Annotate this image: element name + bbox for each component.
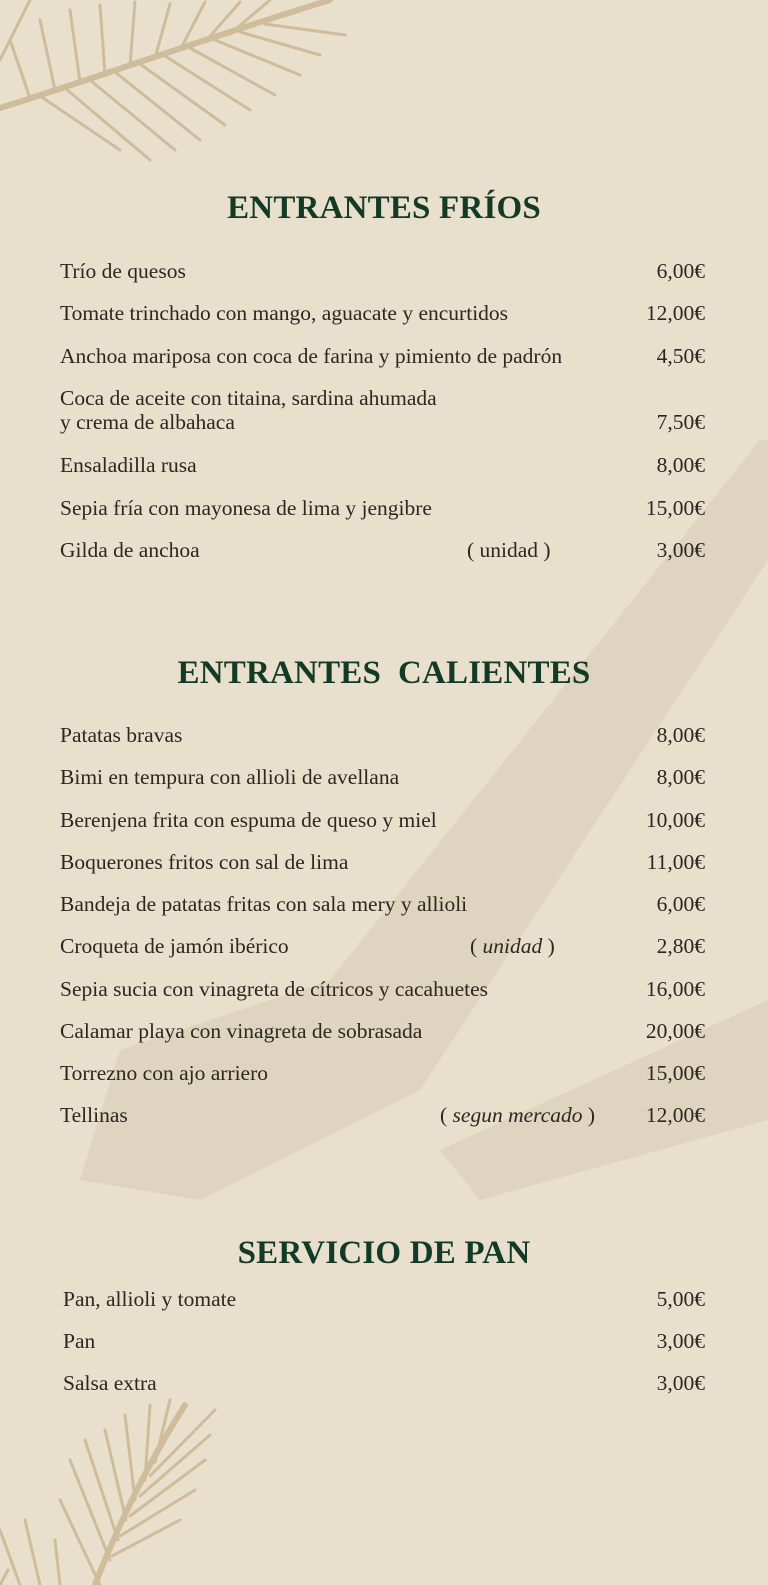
menu-item-name: Berenjena frita con espuma de queso y miel [60,808,437,832]
pine-branch-top-icon [0,0,345,160]
menu-item-name: Anchoa mariposa con coca de farina y pimiento de padrón [60,344,563,368]
menu-item-name: Bandeja de patatas fritas con sala mery y allioli [60,892,468,916]
menu-item-name: Trío de quesos [60,259,186,283]
menu-item-price: 15,00€ [645,496,705,520]
menu-item-price: 2,80€ [656,934,705,958]
menu-item-price: 7,50€ [656,410,705,434]
menu-item-name: Torrezno con ajo arriero [60,1061,269,1085]
note-word: segun mercado [452,1103,583,1127]
menu-item-name: Pan [63,1329,96,1353]
menu-item-price: 12,00€ [645,1103,705,1127]
menu-item-note [440,1102,595,1128]
note-open: ( [440,1103,453,1127]
menu-item-name: Tomate trinchado con mango, aguacate y encurtidos [60,301,509,325]
menu-item-note [470,933,555,959]
menu-item-price: 6,00€ [656,259,705,283]
menu-item-price: 8,00€ [656,723,705,747]
menu-item-price: 5,00€ [656,1287,705,1311]
menu-item-name: Croqueta de jamón ibérico [60,934,289,958]
menu-item-name: Bimi en tempura con allioli de avellana [60,765,400,789]
menu-item-price: 11,00€ [646,850,705,874]
menu-item-name: Ensaladilla rusa [60,453,197,477]
menu-item-price: 6,00€ [656,892,705,916]
menu-item-price: 8,00€ [656,453,705,477]
menu-item-price: 3,00€ [656,1329,705,1353]
menu-item-price: 10,00€ [645,808,705,832]
menu-item-price: 15,00€ [645,1061,705,1085]
note-word: unidad [482,934,543,958]
menu-item-name-line1: Coca de aceite con titaina, sardina ahumada [60,386,437,410]
section-title-entrantes-frios: ENTRANTES FRÍOS [227,190,541,226]
menu-item-name: Calamar playa con vinagreta de sobrasada [60,1019,423,1043]
menu-item-price: 16,00€ [645,977,705,1001]
menu-item-price: 20,00€ [645,1019,705,1043]
note-open: ( [470,934,483,958]
menu-item-price: 4,50€ [656,344,705,368]
menu-item-price: 12,00€ [645,301,705,325]
pine-branch-bottom-icon [0,1400,215,1585]
menu-item-name: Sepia fría con mayonesa de lima y jengibre [60,496,432,520]
menu-item-name: Boquerones fritos con sal de lima [60,850,349,874]
note-close: ) [582,1103,596,1127]
menu-item-name: Tellinas [60,1103,128,1127]
menu-item-note: ( unidad ) [467,538,551,562]
section-title-entrantes-calientes: ENTRANTES CALIENTES [177,655,591,691]
menu-item-price: 3,00€ [656,1371,705,1395]
menu-item-name: Salsa extra [63,1371,157,1395]
menu-item-name: Pan, allioli y tomate [63,1287,237,1311]
section-title-servicio-de-pan: SERVICIO DE PAN [237,1235,531,1271]
menu-item-price: 3,00€ [656,538,705,562]
menu-item-name: Sepia sucia con vinagreta de cítricos y cacahuetes [60,977,489,1001]
menu-item-name: Patatas bravas [60,723,183,747]
note-close: ) [542,934,555,958]
menu-item-name-line2: y crema de albahaca [60,410,235,434]
menu-item-price: 8,00€ [656,765,705,789]
menu-item-name: Gilda de anchoa [60,538,200,562]
